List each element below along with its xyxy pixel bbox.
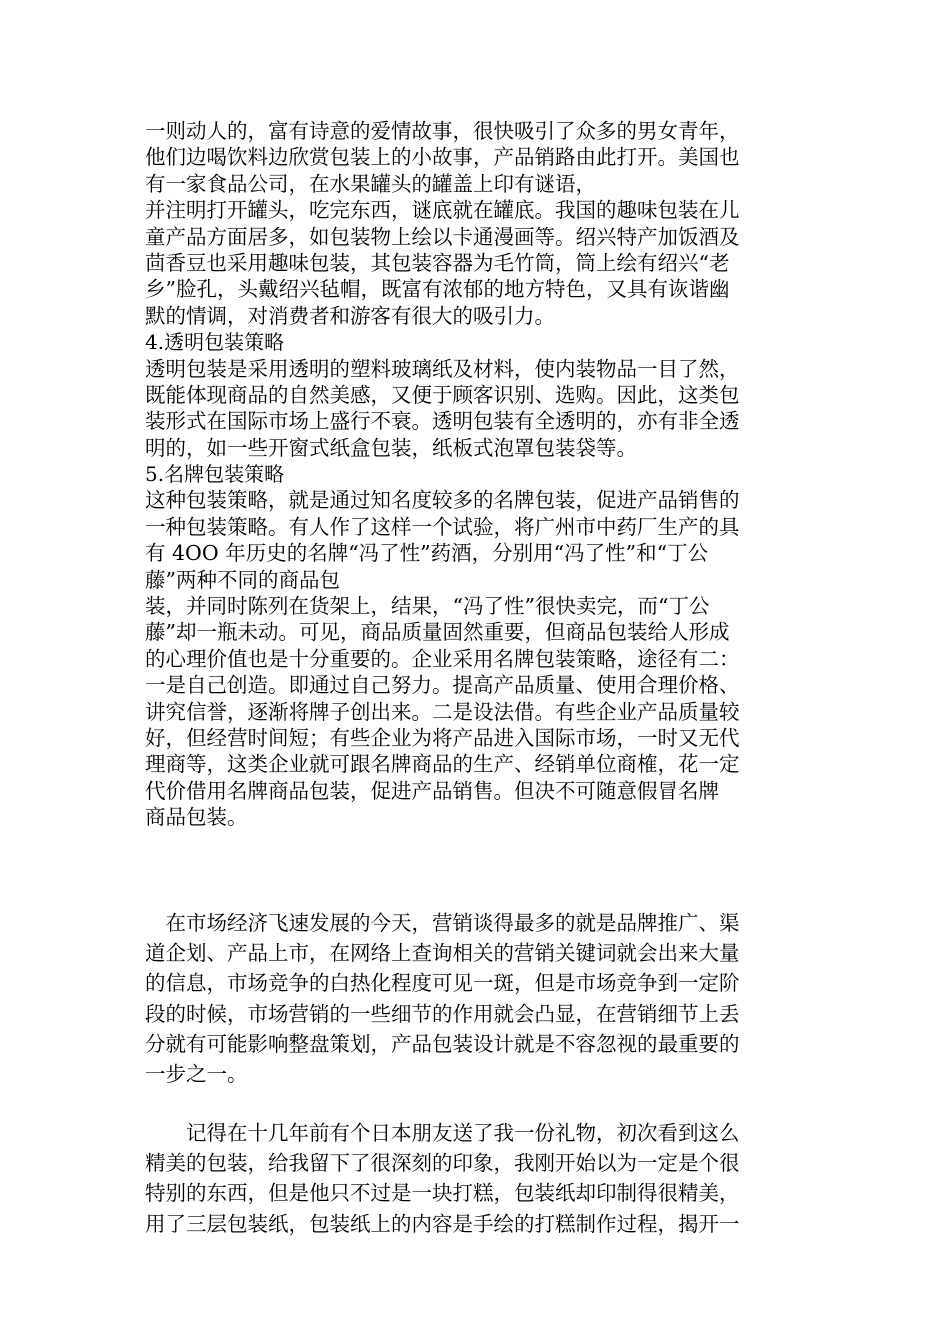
text-line: 藤”却一瓶未动。可见，商品质量固然重要，但商品包装给人形成 xyxy=(145,620,730,645)
section-heading-transparent-packaging: 4.透明包装策略 xyxy=(145,330,285,355)
text-line: 茴香豆也采用趣味包装，其包装容器为毛竹筒，筒上绘有绍兴“老 xyxy=(145,250,730,275)
text-line: 并注明打开罐头，吃完东西，谜底就在罐底。我国的趣味包装在儿 xyxy=(145,198,740,223)
text-line: 讲究信誉，逐渐将牌子创出来。二是设法借。有些企业产品质量较 xyxy=(145,699,740,724)
upper-text-block xyxy=(145,118,815,831)
text-line: 道企划、产品上市，在网络上查询相关的营销关键词就会出来大量 xyxy=(145,941,740,966)
text-line: 好，但经营时间短；有些企业为将产品进入国际市场，一时又无代 xyxy=(145,725,740,750)
text-line: 的心理价值也是十分重要的。企业采用名牌包装策略，途径有二： xyxy=(145,646,740,671)
text-line: 藤”两种不同的商品包 xyxy=(145,567,340,592)
text-line: 特别的东西，但是他只不过是一块打糕，包装纸却印制得很精美， xyxy=(145,1181,740,1206)
text-line: 代价借用名牌商品包装，促进产品销售。但决不可随意假冒名牌 xyxy=(145,778,719,803)
text-line: 装形式在国际市场上盛行不衰。透明包装有全透明的，亦有非全透 xyxy=(145,409,740,434)
section-heading-brand-packaging: 5.名牌包装策略 xyxy=(145,462,285,487)
text-line: 他们边喝饮料边欣赏包装上的小故事，产品销路由此打开。美国也 xyxy=(145,145,740,170)
text-line: 一种包装策略。有人作了这样一个试验，将广州市中药厂生产的具 xyxy=(145,514,740,539)
text-line: 段的时候，市场营销的一些细节的作用就会凸显，在营销细节上丢 xyxy=(145,1001,740,1026)
text-line: 童产品方面居多，如包装物上绘以卡通漫画等。绍兴特产加饭酒及 xyxy=(145,224,740,249)
text-line: 明的，如一些开窗式纸盒包装，纸板式泡罩包装袋等。 xyxy=(145,435,637,460)
text-line: 用了三层包装纸，包装纸上的内容是手绘的打糕制作过程，揭开一 xyxy=(145,1211,740,1236)
text-line: 的信息，市场竞争的白热化程度可见一斑，但是市场竞争到一定阶 xyxy=(145,971,740,996)
paragraph-market-economy xyxy=(145,908,805,1089)
text-line: 一是自己创造。即通过自己努力。提高产品质量、使用合理价格、 xyxy=(145,673,740,698)
text-line: 装，并同时陈列在货架上，结果，“冯了性”很快卖完，而“丁公 xyxy=(145,594,710,619)
text-line: 分就有可能影响整盘策划，产品包装设计就是不容忽视的最重要的 xyxy=(145,1031,740,1056)
text-line: 商品包装。 xyxy=(145,805,248,830)
text-line: 精美的包装，给我留下了很深刻的印象，我刚开始以为一定是个很 xyxy=(145,1151,740,1176)
text-line: 默的情调，对消费者和游客有很大的吸引力。 xyxy=(145,303,555,328)
text-line: 乡”脸孔，头戴绍兴毡帽，既富有浓郁的地方特色，又具有诙谐幽 xyxy=(145,277,730,302)
paragraph-japanese-gift xyxy=(145,1118,805,1239)
text-line: 一步之一。 xyxy=(145,1061,248,1086)
text-line: 在市场经济飞速发展的今天，营销谈得最多的就是品牌推广、渠 xyxy=(145,911,740,935)
text-line: 既能体现商品的自然美感，又便于顾客识别、选购。因此，这类包 xyxy=(145,382,740,407)
text-line: 理商等，这类企业就可跟名牌商品的生产、经销单位商榷，花一定 xyxy=(145,752,740,777)
text-line: 这种包装策略，就是通过知名度较多的名牌包装，促进产品销售的 xyxy=(145,488,740,513)
text-line: 有一家食品公司，在水果罐头的罐盖上印有谜语， xyxy=(145,171,596,196)
text-line: 有 4OO 年历史的名牌“冯了性”药酒，分别用“冯了性”和“丁公 xyxy=(145,541,709,566)
text-line: 记得在十几年前有个日本朋友送了我一份礼物，初次看到这么 xyxy=(145,1121,740,1145)
text-line: 一则动人的，富有诗意的爱情故事，很快吸引了众多的男女青年， xyxy=(145,119,740,143)
text-line: 透明包装是采用透明的塑料玻璃纸及材料，使内装物品一目了然， xyxy=(145,356,740,381)
